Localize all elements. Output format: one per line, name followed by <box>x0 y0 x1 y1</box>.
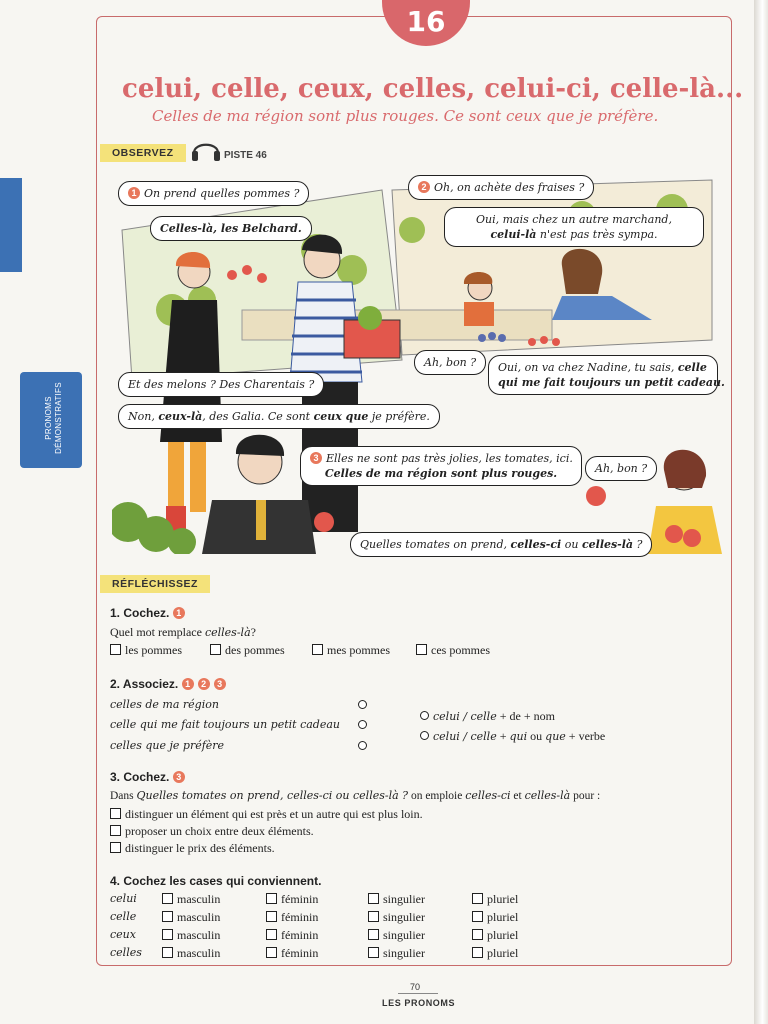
checkbox[interactable] <box>472 893 483 904</box>
bubble-text: ? <box>633 538 643 551</box>
speech-bubble-1-reply <box>150 216 312 241</box>
footer-chapter-label: LES PRONOMS <box>382 998 456 1008</box>
match-dot-left-1[interactable] <box>358 700 367 709</box>
option-label: singulier <box>383 892 425 906</box>
grid-option[interactable] <box>162 892 220 907</box>
exercise-3-option-1[interactable] <box>110 807 423 822</box>
exercise-title-text: 2. Associez. <box>110 677 179 691</box>
intro-italic: Quelles tomates on prend, celles-ci ou celles-là ? <box>136 789 409 802</box>
bubble-text: Ah, bon ? <box>595 462 648 475</box>
intro-text: et <box>510 790 525 802</box>
grid-row-label: ceux <box>110 928 136 941</box>
bubble-text-bold: celle <box>677 361 707 374</box>
bubble-text: On prend quelles pommes ? <box>144 187 300 200</box>
exercise-2-title <box>110 677 230 691</box>
dialogue-number: 1 <box>173 607 185 619</box>
match-dot-right-2[interactable] <box>420 731 429 740</box>
intro-italic: celles-ci <box>465 789 511 802</box>
exercise-4-title: 4. Cochez les cases qui conviennent. <box>110 874 322 888</box>
option-label: singulier <box>383 928 425 942</box>
dialogue-number: 2 <box>418 181 430 193</box>
option-label: masculin <box>177 928 221 942</box>
checkbox[interactable] <box>162 893 173 904</box>
grid-row-label: celui <box>110 892 137 905</box>
speech-bubble-melons <box>118 372 324 397</box>
checkbox[interactable] <box>368 929 379 940</box>
option-label: féminin <box>281 928 319 942</box>
intro-text: on emploie <box>408 790 466 802</box>
match-text: + verbe <box>565 729 606 743</box>
option-label: ces pommes <box>431 643 490 657</box>
option-label: féminin <box>281 892 319 906</box>
bubble-text-bold: ma région sont plus rouges. <box>380 467 558 480</box>
speech-bubble-tomates <box>350 532 652 557</box>
exercise-1-question <box>110 625 256 640</box>
checkbox[interactable] <box>416 644 427 655</box>
checkbox[interactable] <box>266 911 277 922</box>
match-italic: celui / celle <box>433 710 497 723</box>
headphones-icon <box>190 136 222 162</box>
checkbox[interactable] <box>266 893 277 904</box>
match-left-2: celle qui me fait toujours un petit cadeau <box>110 718 340 731</box>
grid-option[interactable] <box>472 946 518 961</box>
bubble-text: Oh, on achète des fraises ? <box>434 181 585 194</box>
intro-italic: celles-là <box>524 789 571 802</box>
grid-option[interactable] <box>472 910 518 925</box>
option-label: mes pommes <box>327 643 390 657</box>
option-label: masculin <box>177 892 221 906</box>
dialogue-number: 3 <box>310 452 322 464</box>
side-tab <box>20 372 82 468</box>
match-right-1 <box>433 709 555 724</box>
exercise-1-option-3[interactable] <box>312 643 390 658</box>
match-dot-right-1[interactable] <box>420 711 429 720</box>
grid-option[interactable] <box>266 946 318 961</box>
bubble-text: Oui, mais chez un autre marchand, <box>476 213 672 226</box>
exercise-3-title <box>110 770 189 784</box>
reflechissez-tag: RÉFLÉCHISSEZ <box>100 575 210 593</box>
exercise-1-option-1[interactable] <box>110 643 182 658</box>
bubble-text: ou <box>561 538 582 551</box>
option-label: féminin <box>281 910 319 924</box>
side-tab-marker <box>0 178 22 272</box>
bubble-text-bold: ceux que <box>313 410 369 423</box>
checkbox[interactable] <box>266 929 277 940</box>
option-label: distinguer le prix des éléments. <box>125 841 275 855</box>
match-right-2 <box>433 729 605 744</box>
grid-row-label: celle <box>110 910 137 923</box>
checkbox[interactable] <box>472 911 483 922</box>
bubble-text: Oui, on va chez Nadine, tu sais, <box>498 361 678 374</box>
speech-bubble-2 <box>408 175 594 200</box>
intro-text: Dans <box>110 790 137 802</box>
bubble-text: Ah, bon ? <box>424 356 477 369</box>
bubble-text-bold: qui me fait toujours un petit cadeau. <box>498 376 725 389</box>
dialogue-number: 3 <box>214 678 226 690</box>
exercise-3-option-2[interactable] <box>110 824 314 839</box>
dialogue-number: 3 <box>173 771 185 783</box>
speech-bubble-ah-bon-2 <box>585 456 657 481</box>
speech-bubble-1 <box>118 181 309 206</box>
checkbox[interactable] <box>110 808 121 819</box>
checkbox[interactable] <box>110 825 121 836</box>
exercise-3-intro <box>110 789 600 802</box>
checkbox[interactable] <box>368 911 379 922</box>
option-label: des pommes <box>225 643 285 657</box>
exercise-1-option-4[interactable] <box>416 643 490 658</box>
page-title: celui, celle, ceux, celles, celui-ci, celle-là... <box>122 74 744 104</box>
match-left-1: celles de ma région <box>110 698 219 711</box>
page-subtitle: Celles de ma région sont plus rouges. Ce sont ceux que je préfère. <box>152 107 659 125</box>
speech-bubble-ah-bon-1 <box>414 350 486 375</box>
bubble-text-bold: celles-ci <box>510 538 562 551</box>
option-label: les pommes <box>125 643 182 657</box>
exercise-title-text: 3. Cochez. <box>110 770 170 784</box>
intro-text: pour : <box>570 790 601 802</box>
option-label: masculin <box>177 946 221 960</box>
exercise-3-option-3[interactable] <box>110 841 275 856</box>
match-text: ou <box>527 729 546 743</box>
bubble-text: je préfère. <box>368 410 430 423</box>
checkbox[interactable] <box>210 644 221 655</box>
checkbox[interactable] <box>472 947 483 958</box>
option-label: singulier <box>383 946 425 960</box>
option-label: féminin <box>281 946 319 960</box>
exercise-title-text: 1. Cochez. <box>110 606 170 620</box>
grid-option[interactable] <box>368 892 425 907</box>
match-italic: qui <box>509 730 528 743</box>
grid-option[interactable] <box>472 892 518 907</box>
grid-option[interactable] <box>368 946 425 961</box>
bubble-text: Celles-là, les Belchard. <box>160 222 302 235</box>
checkbox[interactable] <box>110 842 121 853</box>
match-left-3: celles que je préfère <box>110 739 225 752</box>
bubble-text: Quelles tomates on prend, <box>360 538 511 551</box>
checkbox[interactable] <box>312 644 323 655</box>
checkbox[interactable] <box>162 929 173 940</box>
option-label: pluriel <box>487 928 519 942</box>
bubble-text-bold: Celles de <box>324 467 381 480</box>
exercise-1-option-2[interactable] <box>210 643 285 658</box>
bubble-text: Non, <box>128 410 159 423</box>
match-dot-left-3[interactable] <box>358 741 367 750</box>
bubble-text: Et des melons ? Des Charentais ? <box>128 378 315 391</box>
question-text: Quel mot remplace <box>110 625 205 639</box>
question-italic: celles-là <box>204 626 251 639</box>
grid-option[interactable] <box>368 928 425 943</box>
dialogue-number: 1 <box>182 678 194 690</box>
speech-bubble-nadine <box>488 355 725 395</box>
bubble-text: , des Galia. Ce sont <box>202 410 314 423</box>
exercise-1-title <box>110 606 189 620</box>
bubble-text-bold: celles-là <box>581 538 634 551</box>
match-text: + de + nom <box>496 709 555 723</box>
lesson-number-badge: 16 <box>382 0 470 46</box>
checkbox[interactable] <box>266 947 277 958</box>
match-text: + <box>496 729 510 743</box>
side-tab-label: PRONOMS DÉMONSTRATIFS <box>44 382 63 454</box>
option-label: proposer un choix entre deux éléments. <box>125 824 314 838</box>
grid-option[interactable] <box>266 910 318 925</box>
grid-option[interactable] <box>266 892 318 907</box>
page-number: 70 <box>410 982 421 992</box>
grid-option[interactable] <box>162 946 220 961</box>
dialogue-number: 2 <box>198 678 210 690</box>
checkbox[interactable] <box>162 911 173 922</box>
grid-row-label: celles <box>110 946 142 959</box>
grid-option[interactable] <box>162 910 220 925</box>
audio-track-label: PISTE 46 <box>224 150 267 161</box>
page-binding <box>754 0 768 1024</box>
speech-bubble-galia <box>118 404 440 429</box>
option-label: distinguer un élément qui est près et un autre qui est plus loin. <box>125 807 423 821</box>
checkbox[interactable] <box>368 893 379 904</box>
grid-option[interactable] <box>162 928 220 943</box>
speech-bubble-2-reply <box>444 207 704 247</box>
footer-divider <box>398 993 438 994</box>
checkbox[interactable] <box>472 929 483 940</box>
bubble-text: n'est pas très sympa. <box>536 228 658 241</box>
bubble-text-bold: celui-là <box>490 228 537 241</box>
dialogue-number: 1 <box>128 187 140 199</box>
grid-option[interactable] <box>472 928 518 943</box>
option-label: singulier <box>383 910 425 924</box>
option-label: pluriel <box>487 946 519 960</box>
question-text: ? <box>250 625 256 639</box>
option-label: masculin <box>177 910 221 924</box>
grid-option[interactable] <box>266 928 318 943</box>
grid-option[interactable] <box>368 910 425 925</box>
checkbox[interactable] <box>368 947 379 958</box>
match-dot-left-2[interactable] <box>358 720 367 729</box>
checkbox[interactable] <box>110 644 121 655</box>
match-italic: celui / celle <box>433 730 497 743</box>
option-label: pluriel <box>487 910 519 924</box>
bubble-text-bold: ceux-là <box>158 410 203 423</box>
speech-bubble-3 <box>300 446 582 486</box>
option-label: pluriel <box>487 892 519 906</box>
bubble-text: Elles ne sont pas très jolies, les tomates, ici. <box>326 452 573 465</box>
observez-tag: OBSERVEZ <box>100 144 186 162</box>
checkbox[interactable] <box>162 947 173 958</box>
match-italic: que <box>545 730 566 743</box>
